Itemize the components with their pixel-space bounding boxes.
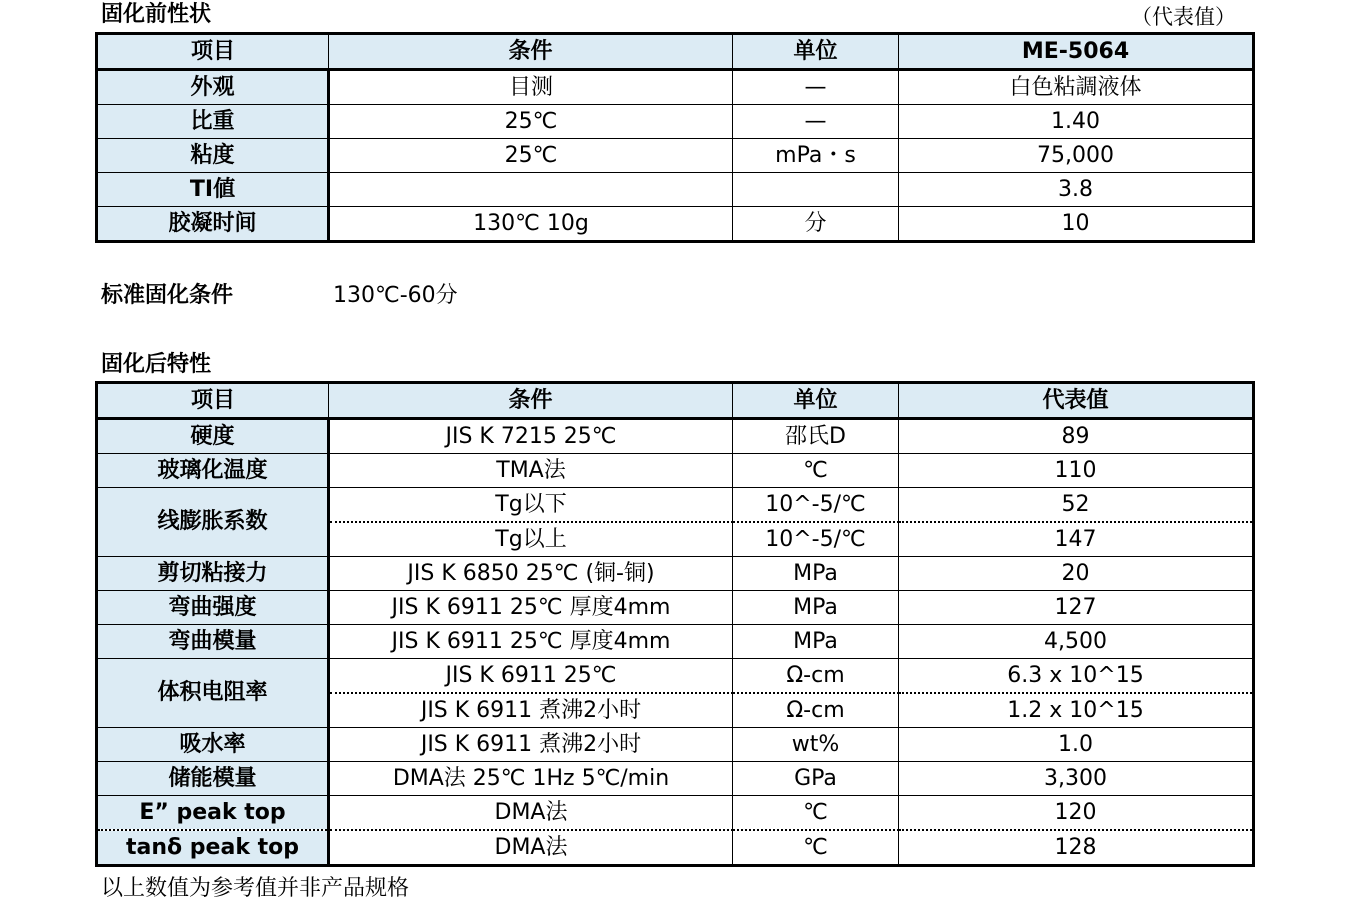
row-condition: JIS K 6911 25℃ 厚度4mm [329,625,733,659]
row-unit: ℃ [733,830,899,866]
row-condition: TMA法 [329,454,733,488]
row-condition: DMA法 25℃ 1Hz 5℃/min [329,762,733,796]
cure-condition-label: 标准固化条件 [101,283,234,308]
row-item: 吸水率 [97,728,329,762]
table-row [97,659,1254,694]
before-cure-title: 固化前性状 [101,2,212,27]
row-item: 储能模量 [97,762,329,796]
row-unit: mPa・s [733,139,899,173]
representative-value-note: （代表值） [1131,5,1236,29]
row-unit [733,173,899,207]
row-unit: Ω-cm [733,693,899,728]
row-unit: GPa [733,762,899,796]
row-condition: JIS K 6850 25℃ (铜-铜) [329,557,733,591]
row-condition: DMA法 [329,830,733,866]
table-row [97,762,1254,796]
row-value: 128 [899,830,1254,866]
table-row [97,105,1254,139]
before-cure-table [95,32,1255,243]
header-condition: 条件 [329,34,733,70]
row-value: 1.0 [899,728,1254,762]
row-condition: 目测 [329,70,733,105]
table-row [97,625,1254,659]
after-cure-title: 固化后特性 [101,352,212,377]
row-value: 120 [899,796,1254,831]
row-condition: JIS K 6911 煮沸2小时 [329,728,733,762]
table-header-row [97,383,1254,419]
row-condition [329,173,733,207]
row-item: E” peak top [97,796,329,831]
row-value: 4,500 [899,625,1254,659]
row-value: 3,300 [899,762,1254,796]
row-unit: Ω-cm [733,659,899,694]
standard-cure-condition [101,283,458,309]
row-value: 20 [899,557,1254,591]
row-item: 胶凝时间 [97,207,329,242]
row-value: 147 [899,522,1254,557]
disclaimer-footnote: 以上数值为参考值并非产品规格 [101,876,410,901]
row-condition: Tg以下 [329,488,733,523]
table-row [97,796,1254,831]
row-item: 硬度 [97,419,329,454]
table-row [97,728,1254,762]
row-value: 110 [899,454,1254,488]
row-condition: 130℃ 10g [329,207,733,242]
row-unit: ℃ [733,454,899,488]
row-condition: JIS K 6911 25℃ [329,659,733,694]
table-row [97,173,1254,207]
row-value: 10 [899,207,1254,242]
header-condition: 条件 [329,383,733,419]
row-value: 75,000 [899,139,1254,173]
row-item: TI値 [97,173,329,207]
row-item: 外观 [97,70,329,105]
table-row [97,207,1254,242]
row-value: 1.40 [899,105,1254,139]
row-unit: MPa [733,591,899,625]
row-item: 体积电阻率 [97,659,329,728]
row-unit: MPa [733,557,899,591]
row-unit: 10^-5/℃ [733,488,899,523]
header-value: 代表值 [899,383,1254,419]
header-unit: 单位 [733,383,899,419]
row-value: 白色粘調液体 [899,70,1254,105]
table-row [97,454,1254,488]
row-value: 3.8 [899,173,1254,207]
table-row [97,557,1254,591]
row-condition: Tg以上 [329,522,733,557]
row-condition: DMA法 [329,796,733,831]
row-unit: — [733,70,899,105]
row-value: 52 [899,488,1254,523]
row-unit: MPa [733,625,899,659]
row-unit: — [733,105,899,139]
row-value: 6.3 x 10^15 [899,659,1254,694]
row-condition: 25℃ [329,139,733,173]
header-item: 项目 [97,383,329,419]
row-unit: wt% [733,728,899,762]
row-unit: 分 [733,207,899,242]
row-value: 1.2 x 10^15 [899,693,1254,728]
table-row [97,139,1254,173]
row-value: 89 [899,419,1254,454]
row-condition: 25℃ [329,105,733,139]
table-header-row [97,34,1254,70]
row-item: 弯曲强度 [97,591,329,625]
row-item: 弯曲模量 [97,625,329,659]
header-unit: 单位 [733,34,899,70]
row-item: 比重 [97,105,329,139]
row-unit: 邵氏D [733,419,899,454]
row-unit: 10^-5/℃ [733,522,899,557]
header-product: ME-5064 [899,34,1254,70]
row-condition: JIS K 6911 25℃ 厚度4mm [329,591,733,625]
row-item: tanδ peak top [97,830,329,866]
table-row [97,70,1254,105]
row-item: 玻璃化温度 [97,454,329,488]
row-condition: JIS K 7215 25℃ [329,419,733,454]
row-value: 127 [899,591,1254,625]
row-item: 剪切粘接力 [97,557,329,591]
row-item: 粘度 [97,139,329,173]
table-row [97,591,1254,625]
row-item: 线膨胀系数 [97,488,329,557]
header-item: 项目 [97,34,329,70]
table-row [97,830,1254,866]
table-row [97,488,1254,523]
cure-condition-value: 130℃-60分 [333,283,458,308]
row-unit: ℃ [733,796,899,831]
table-row [97,419,1254,454]
row-condition: JIS K 6911 煮沸2小时 [329,693,733,728]
after-cure-table [95,381,1255,867]
